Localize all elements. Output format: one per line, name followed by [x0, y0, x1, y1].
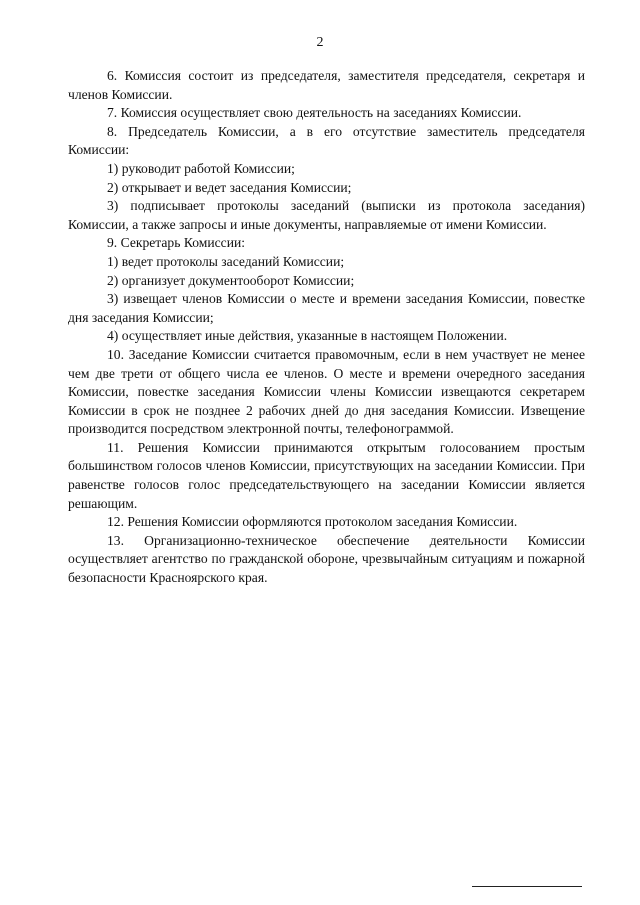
- paragraph-8-item-2: 2) открывает и ведет заседания Комиссии;: [107, 179, 352, 195]
- paragraph-9-item-1: 1) ведет протоколы заседаний Комиссии;: [107, 253, 345, 269]
- footer-divider: [472, 886, 582, 887]
- paragraph-8-item-3: 3) подписывает протоколы заседаний (выписки из протокола заседания) Комиссии, а также запросы и иные документы, направляемые от имени Комиссии.: [68, 198, 585, 232]
- paragraph-7: 7. Комиссия осуществляет свою деятельность на заседаниях Комиссии.: [107, 105, 522, 121]
- paragraph-9-item-4: 4) осуществляет иные действия, указанные в настоящем Положении.: [107, 328, 508, 344]
- paragraph-9: 9. Секретарь Комиссии:: [107, 235, 246, 251]
- page-number: 2: [316, 35, 324, 50]
- paragraph-8: 8. Председатель Комиссии, а в его отсутствие заместитель председателя Комиссии:: [68, 123, 585, 158]
- document-body: [68, 67, 585, 588]
- paragraph-12: 12. Решения Комиссии оформляются протоколом заседания Комиссии.: [107, 514, 518, 530]
- paragraph-6: 6. Комиссия состоит из председателя, заместителя председателя, секретаря и членов Комиссии.: [68, 68, 585, 102]
- paragraph-10: 10. Заседание Комиссии считается правомочным, если в нем участвует не менее чем две трети от общего числа ее членов. О месте и времени очередного заседания Комиссии, повестке заседания Комиссии члены Комиссии извещаются секретарем Комиссии в срок не позднее 2 рабочих дней до дня заседания Комиссии. Извещение производится посредством электронной почты, телефонограммой.: [68, 346, 585, 437]
- paragraph-11: 11. Решения Комиссии принимаются открытым голосованием простым большинством голосов членов Комиссии, присутствующих на заседании Комиссии. При равенстве голосов голос председательствующего на заседании Комиссии является решающим.: [68, 439, 585, 511]
- paragraph-13: 13. Организационно-техническое обеспечение деятельности Комиссии осуществляет агентство по гражданской обороне, чрезвычайным ситуациям и пожарной безопасности Красноярского края.: [68, 532, 585, 586]
- paragraph-9-item-3: 3) извещает членов Комиссии о месте и времени заседания Комиссии, повестке дня заседания Комиссии;: [68, 291, 585, 325]
- paragraph-9-item-2: 2) организует документооборот Комиссии;: [107, 272, 355, 288]
- paragraph-8-item-1: 1) руководит работой Комиссии;: [107, 160, 295, 176]
